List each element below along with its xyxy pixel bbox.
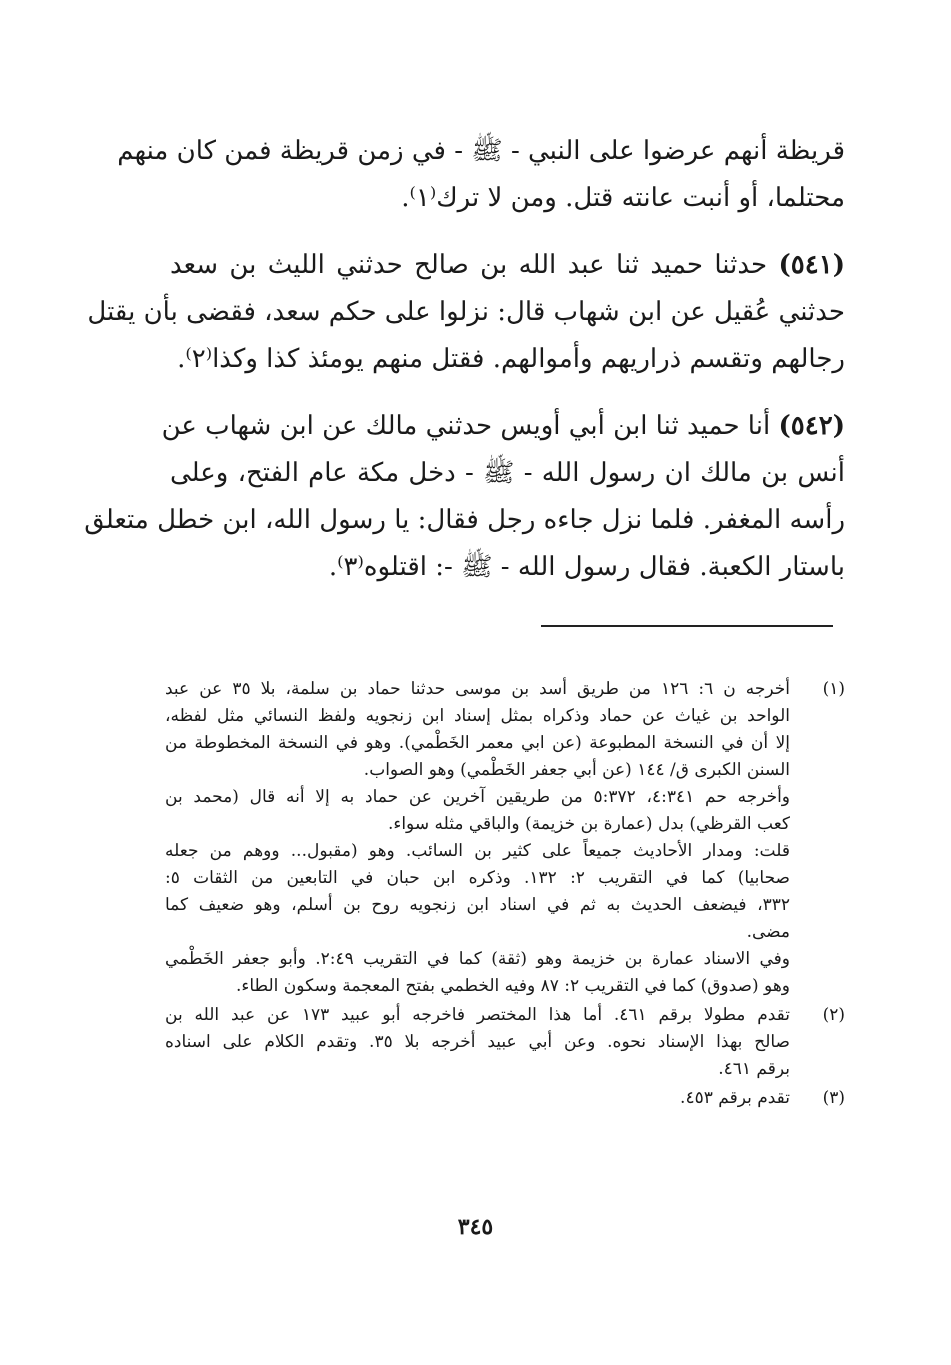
footnote-line: صحابيا) كما في التقريب ٢: ١٣٢. وذكره ابن حبان في التابعين من الثقات ٥: xyxy=(165,868,790,888)
main-text xyxy=(84,128,845,611)
footnote-line: ٣٣٢، فيضعف الحديث به ثم في اسناد ابن زنجويه روح بن أسلم، وهو ضعيف كما xyxy=(165,895,790,915)
footnotes xyxy=(165,676,845,1114)
text-line: رجالهم وتقسم ذراريهم وأموالهم. فقتل منهم يومئذ كذا وكذا⁽٢⁾. xyxy=(177,344,845,374)
page-number: ٣٤٥ xyxy=(457,1214,494,1240)
hadith-541 xyxy=(87,242,845,383)
footnote-number: (٢) xyxy=(822,1005,845,1025)
footnote-line: صالح بهذا الإسناد نحوه. وعن أبي عبيد أخرجه بلا ٣٥. وتقدم الكلام على اسناده xyxy=(165,1032,790,1052)
footnote-line: الواحد بن غياث عن حماد وذكراه بمثل إسناد ابن زنجويه ولفظ النسائي مثل لفظه، xyxy=(165,706,790,726)
text-line-content: أنا حميد ثنا ابن أبي أويس حدثني مالك عن ابن شهاب عن xyxy=(161,411,771,441)
text-line: أنس بن مالك ان رسول الله - ﷺ - دخل مكة عام الفتح، وعلى xyxy=(170,458,845,488)
text-line: حدثني عُقيل عن ابن شهاب قال: نزلوا على حكم سعد، فقضى بأن يقتل xyxy=(87,297,845,327)
footnote-3 xyxy=(165,1085,845,1112)
footnote-2 xyxy=(165,1002,845,1083)
footnote-line: وفي الاسناد عمارة بن خزيمة وهو (ثقة) كما في التقريب ٢:٤٩. وأبو جعفر الخَطْمي xyxy=(165,949,790,969)
text-line: رأسه المغفر. فلما نزل جاءه رجل فقال: يا رسول الله، ابن خطل متعلق xyxy=(84,505,845,535)
footnote-line: وهو (صدوق) كما في التقريب ٢: ٨٧ وفيه الخطمي بفتح المعجمة وسكون الطاء. xyxy=(235,976,790,996)
footnote-line: مضى. xyxy=(746,922,790,942)
footnote-line: تقدم برقم ٤٥٣. xyxy=(680,1088,790,1108)
footnote-line: أخرجه ن ٦: ١٢٦ من طريق أسد بن موسى حدثنا حماد بن سلمة، بلا ٣٥ عن عبد xyxy=(165,679,790,699)
footnote-1 xyxy=(165,676,845,1000)
text-line-content: حدثنا حميد ثنا عبد الله بن صالح حدثني الليث بن سعد xyxy=(170,250,768,280)
text-line: باستار الكعبة. فقال رسول الله - ﷺ -: اقتلوه⁽٣⁾. xyxy=(328,552,845,582)
text-line: محتلما، أو أنبت عانته قتل. ومن لا ترك⁽١⁾. xyxy=(401,183,845,213)
text-line: قريظة أنهم عرضوا على النبي - ﷺ - في زمن قريظة فمن كان منهم xyxy=(117,136,845,166)
text-line xyxy=(170,242,845,289)
footnote-line: السنن الكبرى ق/ ١٤٤ (عن أبي جعفر الخَطْمي) وهو الصواب. xyxy=(363,760,790,780)
footnote-line: وأخرجه حم ٤:٣٤١، ٥:٣٧٢ من طريقين آخرين عن حماد به إلا أنه قال (محمد بن xyxy=(165,787,791,807)
hadith-number: (٥٤١) xyxy=(778,250,845,280)
footnote-divider xyxy=(541,625,833,627)
hadith-542 xyxy=(84,403,845,591)
paragraph xyxy=(117,128,845,222)
hadith-number: (٥٤٢) xyxy=(778,411,845,441)
footnote-line: قلت: ومدار الأحاديث جميعاً على كثير بن السائب. وهو (مقبول... ووهم من جعله xyxy=(165,841,790,861)
footnote-line: برقم ٤٦١. xyxy=(718,1059,790,1079)
footnote-number: (١) xyxy=(822,679,845,699)
text-line xyxy=(161,403,845,450)
footnote-line: تقدم مطولا برقم ٤٦١. أما هذا المختصر فاخرجه أبو عبيد ١٧٣ عن عبد الله بن xyxy=(165,1005,790,1025)
footnote-line: كعب القرظي) بدل (عمارة بن خزيمة) والباقي مثله سواء. xyxy=(387,814,790,834)
footnote-number: (٣) xyxy=(822,1088,845,1108)
footnote-line: إلا أن في النسخة المطبوعة (عن ابي معمر الخَطْمي). وهو في النسخة المخطوطة من xyxy=(165,733,790,753)
